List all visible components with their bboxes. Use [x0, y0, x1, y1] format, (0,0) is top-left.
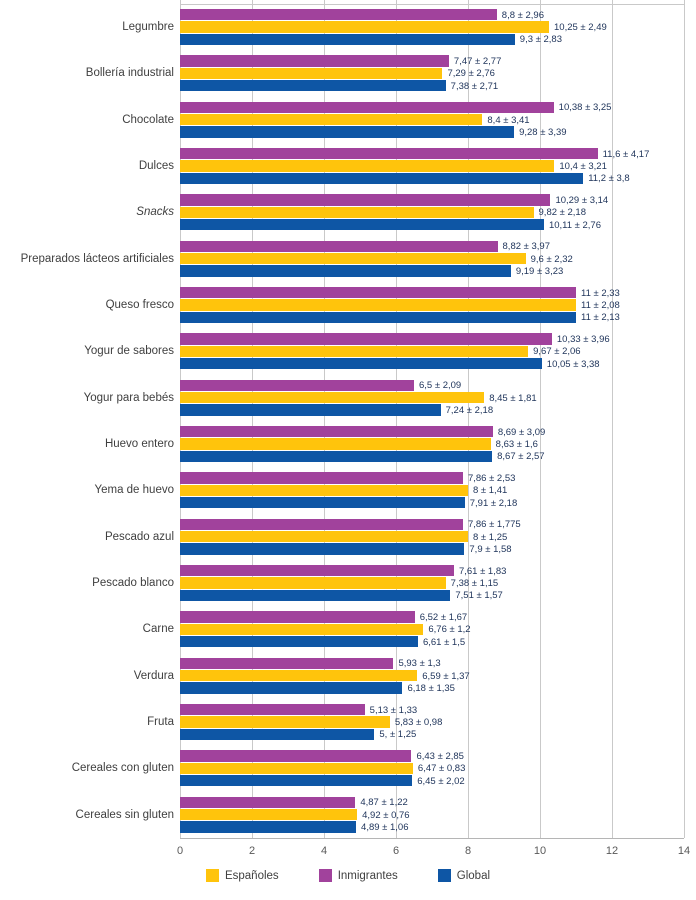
value-label-espanoles-dulces: 10,4 ± 3,21 — [559, 161, 607, 173]
bar-espanoles-yema-de-huevo — [180, 485, 468, 496]
category-label-preparados-lacteos-artificiales: Preparados lácteos artificiales — [20, 252, 174, 265]
value-label-inmigrantes-yema-de-huevo: 7,86 ± 2,53 — [467, 473, 516, 485]
bar-inmigrantes-preparados-lacteos-artificiales — [180, 241, 498, 252]
value-label-global-yema-de-huevo: 7,91 ± 2,18 — [469, 497, 518, 509]
value-label-global-cereales-con-gluten: 6,45 ± 2,02 — [417, 775, 465, 787]
bar-inmigrantes-verdura — [180, 658, 393, 669]
legend-swatch-inmigrantes — [319, 869, 332, 882]
value-label-espanoles-huevo-entero: 8,63 ± 1,6 — [495, 439, 538, 451]
bar-espanoles-cereales-sin-gluten — [180, 809, 357, 820]
value-label-inmigrantes-dulces: 11,6 ± 4,17 — [602, 148, 650, 160]
value-label-global-pescado-blanco: 7,51 ± 1,57 — [455, 590, 503, 602]
x-tick-label-6: 6 — [392, 845, 400, 857]
bar-global-fruta — [180, 729, 374, 740]
category-label-bolleria-industrial: Bollería industrial — [85, 67, 174, 80]
value-label-espanoles-legumbre: 10,25 ± 2,49 — [554, 22, 607, 34]
bar-global-preparados-lacteos-artificiales — [180, 265, 511, 276]
bar-inmigrantes-pescado-azul — [180, 519, 463, 530]
value-label-inmigrantes-bolleria-industrial: 7,47 ± 2,77 — [453, 56, 502, 68]
legend-label-global: Global — [456, 869, 491, 882]
bar-global-cereales-con-gluten — [180, 775, 412, 786]
value-label-global-bolleria-industrial: 7,38 ± 2,71 — [450, 80, 499, 92]
bar-global-carne — [180, 636, 418, 647]
value-label-global-carne: 6,61 ± 1,5 — [422, 636, 466, 648]
bar-espanoles-preparados-lacteos-artificiales — [180, 253, 526, 264]
legend-label-inmigrantes: Inmigrantes — [337, 869, 398, 882]
bar-inmigrantes-dulces — [180, 148, 598, 159]
bar-espanoles-verdura — [180, 670, 417, 681]
bar-inmigrantes-yogur-para-bebes — [180, 380, 414, 391]
value-label-espanoles-pescado-azul: 8 ± 1,25 — [473, 531, 508, 543]
bar-inmigrantes-yogur-de-sabores — [180, 333, 552, 344]
bar-inmigrantes-cereales-sin-gluten — [180, 797, 355, 808]
bar-inmigrantes-legumbre — [180, 9, 497, 20]
bar-global-bolleria-industrial — [180, 80, 446, 91]
bar-global-dulces — [180, 173, 583, 184]
value-label-global-queso-fresco: 11 ± 2,13 — [581, 312, 620, 324]
value-label-global-legumbre: 9,3 ± 2,83 — [519, 34, 562, 46]
x-axis-line — [180, 838, 684, 839]
category-label-yema-de-huevo: Yema de huevo — [94, 484, 174, 497]
value-label-global-dulces: 11,2 ± 3,8 — [588, 173, 630, 185]
bar-global-verdura — [180, 682, 402, 693]
value-label-espanoles-preparados-lacteos-artificiales: 9,6 ± 2,32 — [530, 253, 573, 265]
bar-espanoles-cereales-con-gluten — [180, 763, 413, 774]
category-label-queso-fresco: Queso fresco — [105, 298, 174, 311]
category-label-cereales-sin-gluten: Cereales sin gluten — [75, 808, 174, 821]
value-label-inmigrantes-cereales-con-gluten: 6,43 ± 2,85 — [416, 751, 464, 763]
value-label-inmigrantes-snacks: 10,29 ± 3,14 — [555, 195, 609, 207]
value-label-global-pescado-azul: 7,9 ± 1,58 — [469, 544, 512, 556]
bar-espanoles-bolleria-industrial — [180, 68, 442, 79]
value-label-inmigrantes-legumbre: 8,8 ± 2,96 — [501, 9, 544, 21]
value-label-global-preparados-lacteos-artificiales: 9,19 ± 3,23 — [515, 266, 564, 278]
value-label-espanoles-yogur-de-sabores: 9,67 ± 2,06 — [533, 346, 581, 358]
value-label-inmigrantes-verdura: 5,93 ± 1,3 — [398, 658, 441, 670]
bar-global-yogur-para-bebes — [180, 404, 441, 415]
bar-inmigrantes-yema-de-huevo — [180, 472, 463, 483]
bar-global-snacks — [180, 219, 544, 230]
value-label-inmigrantes-pescado-azul: 7,86 ± 1,775 — [467, 519, 521, 531]
value-label-espanoles-verdura: 6,59 ± 1,37 — [422, 670, 470, 682]
value-label-global-yogur-de-sabores: 10,05 ± 3,38 — [546, 358, 600, 370]
legend-item-inmigrantes — [319, 869, 398, 882]
value-label-espanoles-cereales-sin-gluten: 4,92 ± 0,76 — [362, 809, 410, 821]
category-label-dulces: Dulces — [138, 159, 174, 172]
bar-espanoles-pescado-azul — [180, 531, 468, 542]
value-label-espanoles-chocolate: 8,4 ± 3,41 — [487, 114, 530, 126]
bar-inmigrantes-fruta — [180, 704, 365, 715]
value-label-espanoles-pescado-blanco: 7,38 ± 1,15 — [450, 578, 499, 590]
value-label-espanoles-bolleria-industrial: 7,29 ± 2,76 — [447, 68, 495, 80]
legend-swatch-global — [438, 869, 451, 882]
value-label-global-snacks: 10,11 ± 2,76 — [548, 219, 602, 231]
value-label-global-cereales-sin-gluten: 4,89 ± 1,06 — [361, 822, 409, 834]
bar-global-yema-de-huevo — [180, 497, 465, 508]
value-label-espanoles-carne: 6,76 ± 1,2 — [428, 624, 471, 636]
category-label-fruta: Fruta — [147, 715, 174, 728]
category-label-legumbre: Legumbre — [122, 21, 174, 33]
bar-espanoles-snacks — [180, 207, 534, 218]
value-label-espanoles-queso-fresco: 11 ± 2,08 — [581, 300, 620, 312]
bar-espanoles-yogur-para-bebes — [180, 392, 484, 403]
bar-inmigrantes-pescado-blanco — [180, 565, 454, 576]
value-label-global-yogur-para-bebes: 7,24 ± 2,18 — [445, 405, 494, 417]
category-label-huevo-entero: Huevo entero — [104, 437, 174, 450]
gridline-10 — [540, 0, 541, 838]
value-label-inmigrantes-preparados-lacteos-artificiales: 8,82 ± 3,97 — [502, 241, 550, 253]
category-label-yogur-para-bebes: Yogur para bebés — [83, 391, 174, 404]
plot-top-border — [180, 4, 684, 5]
bar-inmigrantes-chocolate — [180, 102, 554, 113]
value-label-espanoles-snacks: 9,82 ± 2,18 — [538, 207, 586, 219]
category-label-pescado-blanco: Pescado blanco — [92, 576, 174, 589]
category-label-chocolate: Chocolate — [122, 113, 174, 126]
value-label-inmigrantes-pescado-blanco: 7,61 ± 1,83 — [458, 565, 507, 577]
bar-espanoles-huevo-entero — [180, 438, 491, 449]
value-label-inmigrantes-huevo-entero: 8,69 ± 3,09 — [497, 426, 546, 438]
bar-espanoles-legumbre — [180, 21, 549, 32]
legend-swatch-espanoles — [206, 869, 219, 882]
bar-espanoles-yogur-de-sabores — [180, 346, 528, 357]
bar-inmigrantes-bolleria-industrial — [180, 55, 449, 66]
value-label-inmigrantes-queso-fresco: 11 ± 2,33 — [581, 287, 620, 299]
legend-label-espanoles: Españoles — [224, 869, 279, 882]
bar-espanoles-carne — [180, 624, 423, 635]
bar-global-legumbre — [180, 34, 515, 45]
x-tick-label-8: 8 — [464, 845, 472, 857]
bar-global-pescado-azul — [180, 543, 464, 554]
bar-espanoles-pescado-blanco — [180, 577, 446, 588]
value-label-inmigrantes-carne: 6,52 ± 1,67 — [419, 612, 468, 624]
legend — [0, 869, 696, 882]
legend-item-espanoles — [206, 869, 279, 882]
bar-espanoles-dulces — [180, 160, 554, 171]
value-label-espanoles-yema-de-huevo: 8 ± 1,41 — [473, 485, 508, 497]
x-tick-label-4: 4 — [320, 845, 328, 857]
legend-item-global — [438, 869, 490, 882]
value-label-inmigrantes-fruta: 5,13 ± 1,33 — [369, 704, 418, 716]
value-label-espanoles-fruta: 5,83 ± 0,98 — [394, 717, 443, 729]
category-label-carne: Carne — [142, 623, 174, 636]
gridline-14 — [684, 0, 685, 838]
bar-espanoles-fruta — [180, 716, 390, 727]
bar-inmigrantes-snacks — [180, 194, 550, 205]
bar-inmigrantes-queso-fresco — [180, 287, 576, 298]
bar-global-queso-fresco — [180, 312, 576, 323]
category-label-cereales-con-gluten: Cereales con gluten — [71, 762, 174, 775]
x-tick-label-2: 2 — [248, 845, 256, 857]
x-tick-label-12: 12 — [605, 845, 619, 857]
category-label-pescado-azul: Pescado azul — [104, 530, 174, 543]
gridline-12 — [612, 0, 613, 838]
bar-global-chocolate — [180, 126, 514, 137]
bar-inmigrantes-huevo-entero — [180, 426, 493, 437]
value-label-espanoles-yogur-para-bebes: 8,45 ± 1,81 — [489, 392, 537, 404]
category-label-yogur-de-sabores: Yogur de sabores — [84, 345, 174, 358]
value-label-global-fruta: 5, ± 1,25 — [379, 729, 417, 741]
bar-global-pescado-blanco — [180, 590, 450, 601]
value-label-global-huevo-entero: 8,67 ± 2,57 — [497, 451, 545, 463]
x-tick-label-0: 0 — [176, 845, 184, 857]
bar-global-cereales-sin-gluten — [180, 821, 356, 832]
value-label-inmigrantes-cereales-sin-gluten: 4,87 ± 1,22 — [360, 797, 408, 809]
x-tick-label-10: 10 — [533, 845, 547, 857]
category-label-verdura: Verdura — [133, 669, 174, 682]
value-label-inmigrantes-chocolate: 10,38 ± 3,25 — [558, 102, 612, 114]
bar-inmigrantes-cereales-con-gluten — [180, 750, 411, 761]
bar-espanoles-queso-fresco — [180, 299, 576, 310]
value-label-espanoles-cereales-con-gluten: 6,47 ± 0,83 — [417, 763, 466, 775]
value-label-global-chocolate: 9,28 ± 3,39 — [519, 127, 567, 139]
x-tick-label-14: 14 — [677, 845, 691, 857]
value-label-global-verdura: 6,18 ± 1,35 — [407, 683, 455, 695]
value-label-inmigrantes-yogur-para-bebes: 6,5 ± 2,09 — [419, 380, 462, 392]
bar-espanoles-chocolate — [180, 114, 482, 125]
bar-inmigrantes-carne — [180, 611, 415, 622]
value-label-inmigrantes-yogur-de-sabores: 10,33 ± 3,96 — [556, 334, 610, 346]
bar-global-yogur-de-sabores — [180, 358, 542, 369]
bar-global-huevo-entero — [180, 451, 492, 462]
category-label-snacks: Snacks — [136, 206, 174, 219]
